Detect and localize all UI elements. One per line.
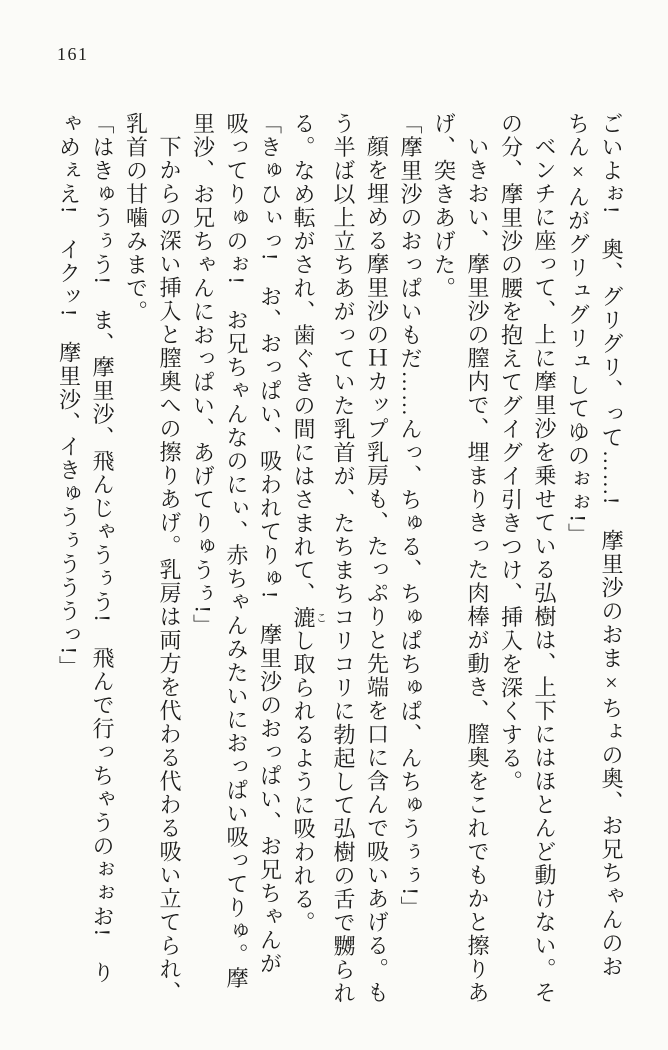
text-column-12: 吸ってりゅのぉ! お兄ちゃんなのにぃ、赤ちゃんみたいにおっぱい吸ってりゅ。摩 — [224, 112, 249, 991]
text-column-17: ゃめぇえ! イクッ! 摩里沙、イきゅうぅうううっ!」 — [56, 112, 82, 679]
text-column-13: 里沙、お兄ちゃんにおっぱい、あげてりゅうぅ!」 — [190, 112, 216, 638]
furigana-annotation: 漉こ — [291, 605, 327, 629]
text-column-14: 下からの深い挿入と膣奥への擦りあげ。乳房は両方を代わる代わる吸い立てられ、 — [157, 135, 182, 1005]
text-column-8: 顔を埋める摩里沙のＨカップ乳房も、たっぷりと先端を口に含んで吸いあげる。も — [364, 135, 390, 1005]
text-column-2: ちん×んがグリュグリュしてゆのぉぉ!」 — [565, 112, 591, 547]
text-column-5: いきおい、摩里沙の膣内で、埋まりきった肉棒が動き、膣奥をこれでもかと擦りあ — [465, 135, 490, 1005]
vertical-text-area — [52, 112, 628, 1014]
text-column-7: 「摩里沙のおっぱいもだ……んっ、ちゅる、ちゅぱちゅぱ、んちゅうぅぅ!」 — [398, 112, 423, 920]
text-column-16: 「はきゅうぅう! ま、摩里沙、飛んじゃうぅう! 飛んで行っちゃうのぉぉお! り — [90, 112, 115, 985]
page-number: 161 — [57, 44, 89, 64]
text-column-10: る。なめ転がされ、歯ぐきの間にはさまれて、漉こし取られるように吸われる。 — [291, 112, 327, 935]
text-column-1: ごいよぉ! 奥、グリグリ、って……! 摩里沙のおま×ちょの奥、お兄ちゃんのお — [599, 112, 624, 979]
text-column-3: ベンチに座って、上に摩里沙を乗せている弘樹は、上下にはほとんど動けない。そ — [532, 135, 557, 1005]
text-column-6: げ、突きあげた。 — [431, 112, 457, 300]
text-column-9: う半ば以上立ちあがっていた乳首が、たちまちコリコリに勃起して弘樹の舌で嬲られ — [331, 112, 356, 1005]
text-column-11: 「きゅひぃっ! お、おっぱい、吸われてりゅ! 摩里沙のおっぱい、お兄ちゃんが — [257, 112, 283, 976]
text-column-4: の分、摩里沙の腰を抱えてグイグイ引きつけ、挿入を深くする。 — [498, 112, 524, 794]
text-column-15: 乳首の甘噛みまで。 — [123, 112, 149, 324]
